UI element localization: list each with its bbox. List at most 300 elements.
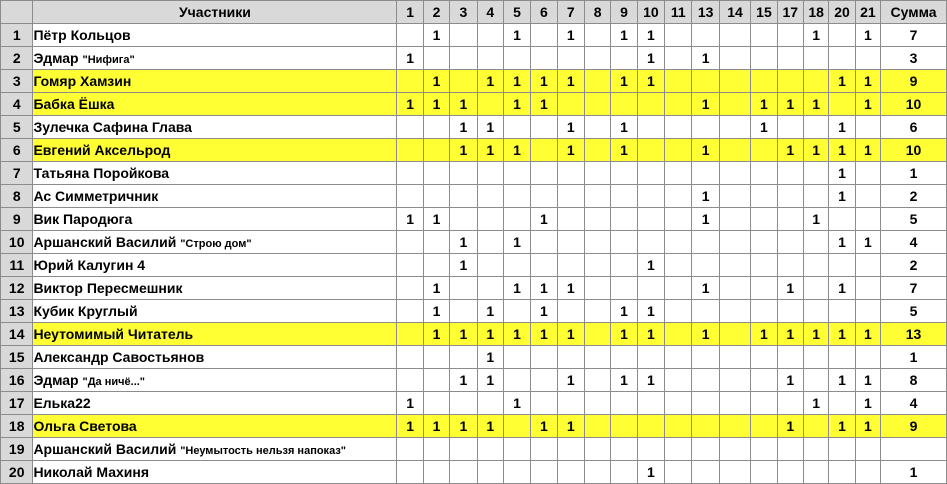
participant-name-cell[interactable] — [33, 254, 397, 277]
mark-cell[interactable] — [585, 346, 611, 369]
mark-cell[interactable] — [751, 461, 777, 484]
mark-cell[interactable] — [611, 47, 637, 70]
mark-cell[interactable] — [719, 139, 750, 162]
mark-cell[interactable] — [531, 346, 557, 369]
sum-cell[interactable]: 7 — [881, 24, 947, 47]
mark-cell[interactable]: 1 — [450, 139, 477, 162]
mark-cell[interactable]: 1 — [611, 323, 637, 346]
mark-cell[interactable] — [855, 300, 880, 323]
mark-cell[interactable] — [585, 300, 611, 323]
mark-cell[interactable] — [751, 300, 777, 323]
mark-cell[interactable] — [803, 116, 828, 139]
mark-cell[interactable] — [477, 47, 503, 70]
mark-cell[interactable] — [397, 70, 423, 93]
mark-cell[interactable]: 1 — [450, 231, 477, 254]
sum-cell[interactable]: 8 — [881, 369, 947, 392]
mark-cell[interactable]: 1 — [692, 185, 719, 208]
participant-name-cell[interactable] — [33, 70, 397, 93]
mark-cell[interactable] — [751, 254, 777, 277]
mark-cell[interactable] — [665, 277, 692, 300]
column-header-10[interactable]: 10 — [637, 1, 664, 24]
mark-cell[interactable] — [557, 208, 584, 231]
mark-cell[interactable] — [531, 438, 557, 461]
mark-cell[interactable] — [829, 254, 855, 277]
mark-cell[interactable] — [557, 254, 584, 277]
mark-cell[interactable] — [585, 323, 611, 346]
row-number[interactable]: 8 — [1, 185, 33, 208]
mark-cell[interactable] — [637, 116, 664, 139]
mark-cell[interactable]: 1 — [777, 369, 803, 392]
mark-cell[interactable] — [423, 231, 449, 254]
mark-cell[interactable]: 1 — [423, 415, 449, 438]
mark-cell[interactable]: 1 — [557, 116, 584, 139]
mark-cell[interactable]: 1 — [397, 93, 423, 116]
mark-cell[interactable] — [803, 231, 828, 254]
mark-cell[interactable] — [557, 93, 584, 116]
mark-cell[interactable] — [855, 254, 880, 277]
mark-cell[interactable] — [719, 300, 750, 323]
mark-cell[interactable] — [423, 461, 449, 484]
mark-cell[interactable] — [719, 93, 750, 116]
mark-cell[interactable] — [855, 162, 880, 185]
mark-cell[interactable] — [557, 346, 584, 369]
mark-cell[interactable]: 1 — [503, 139, 530, 162]
mark-cell[interactable]: 1 — [423, 323, 449, 346]
mark-cell[interactable] — [777, 346, 803, 369]
mark-cell[interactable] — [803, 254, 828, 277]
mark-cell[interactable] — [477, 24, 503, 47]
row-number[interactable]: 19 — [1, 438, 33, 461]
mark-cell[interactable]: 1 — [692, 93, 719, 116]
mark-cell[interactable] — [423, 346, 449, 369]
mark-cell[interactable]: 1 — [557, 277, 584, 300]
mark-cell[interactable]: 1 — [855, 93, 880, 116]
mark-cell[interactable] — [803, 346, 828, 369]
mark-cell[interactable] — [477, 254, 503, 277]
mark-cell[interactable]: 1 — [751, 93, 777, 116]
mark-cell[interactable] — [829, 208, 855, 231]
mark-cell[interactable] — [585, 24, 611, 47]
mark-cell[interactable]: 1 — [855, 392, 880, 415]
mark-cell[interactable] — [803, 47, 828, 70]
mark-cell[interactable] — [829, 392, 855, 415]
mark-cell[interactable] — [450, 47, 477, 70]
mark-cell[interactable] — [751, 162, 777, 185]
mark-cell[interactable]: 1 — [611, 369, 637, 392]
mark-cell[interactable] — [585, 415, 611, 438]
participant-name-cell[interactable] — [33, 438, 397, 461]
mark-cell[interactable] — [503, 346, 530, 369]
mark-cell[interactable] — [557, 392, 584, 415]
mark-cell[interactable] — [692, 369, 719, 392]
mark-cell[interactable] — [751, 231, 777, 254]
mark-cell[interactable] — [855, 208, 880, 231]
mark-cell[interactable]: 1 — [531, 300, 557, 323]
mark-cell[interactable] — [611, 93, 637, 116]
mark-cell[interactable] — [719, 231, 750, 254]
participant-name-cell[interactable] — [33, 369, 397, 392]
mark-cell[interactable] — [450, 438, 477, 461]
mark-cell[interactable] — [637, 346, 664, 369]
mark-cell[interactable] — [665, 254, 692, 277]
mark-cell[interactable]: 1 — [637, 24, 664, 47]
mark-cell[interactable] — [692, 116, 719, 139]
mark-cell[interactable] — [637, 231, 664, 254]
mark-cell[interactable]: 1 — [611, 300, 637, 323]
mark-cell[interactable] — [855, 346, 880, 369]
mark-cell[interactable]: 1 — [450, 93, 477, 116]
mark-cell[interactable]: 1 — [855, 24, 880, 47]
mark-cell[interactable]: 1 — [829, 162, 855, 185]
mark-cell[interactable] — [531, 461, 557, 484]
mark-cell[interactable] — [531, 24, 557, 47]
mark-cell[interactable] — [665, 438, 692, 461]
mark-cell[interactable]: 1 — [829, 139, 855, 162]
mark-cell[interactable] — [397, 300, 423, 323]
mark-cell[interactable]: 1 — [397, 47, 423, 70]
mark-cell[interactable] — [777, 208, 803, 231]
mark-cell[interactable]: 1 — [531, 323, 557, 346]
mark-cell[interactable] — [692, 24, 719, 47]
mark-cell[interactable] — [665, 24, 692, 47]
mark-cell[interactable]: 1 — [531, 93, 557, 116]
mark-cell[interactable] — [611, 254, 637, 277]
mark-cell[interactable]: 1 — [531, 415, 557, 438]
mark-cell[interactable] — [719, 185, 750, 208]
mark-cell[interactable] — [803, 369, 828, 392]
participant-name-cell[interactable] — [33, 300, 397, 323]
mark-cell[interactable] — [803, 277, 828, 300]
mark-cell[interactable]: 1 — [855, 139, 880, 162]
mark-cell[interactable] — [503, 369, 530, 392]
mark-cell[interactable] — [719, 369, 750, 392]
mark-cell[interactable] — [585, 208, 611, 231]
mark-cell[interactable] — [450, 24, 477, 47]
mark-cell[interactable] — [611, 231, 637, 254]
mark-cell[interactable] — [751, 208, 777, 231]
mark-cell[interactable] — [803, 185, 828, 208]
mark-cell[interactable] — [692, 162, 719, 185]
mark-cell[interactable]: 1 — [531, 70, 557, 93]
participant-name-cell[interactable] — [33, 139, 397, 162]
mark-cell[interactable]: 1 — [777, 93, 803, 116]
participant-name-cell[interactable] — [33, 24, 397, 47]
mark-cell[interactable]: 1 — [829, 415, 855, 438]
mark-cell[interactable] — [777, 254, 803, 277]
mark-cell[interactable] — [829, 93, 855, 116]
mark-cell[interactable] — [503, 116, 530, 139]
mark-cell[interactable]: 1 — [450, 254, 477, 277]
mark-cell[interactable] — [665, 415, 692, 438]
mark-cell[interactable] — [450, 162, 477, 185]
sum-cell[interactable]: 3 — [881, 47, 947, 70]
mark-cell[interactable]: 1 — [855, 415, 880, 438]
mark-cell[interactable] — [477, 438, 503, 461]
mark-cell[interactable]: 1 — [692, 47, 719, 70]
sum-cell[interactable]: 2 — [881, 254, 947, 277]
mark-cell[interactable] — [397, 438, 423, 461]
mark-cell[interactable]: 1 — [692, 139, 719, 162]
mark-cell[interactable]: 1 — [557, 70, 584, 93]
mark-cell[interactable] — [397, 24, 423, 47]
mark-cell[interactable]: 1 — [531, 208, 557, 231]
sum-cell[interactable]: 4 — [881, 392, 947, 415]
mark-cell[interactable] — [692, 346, 719, 369]
mark-cell[interactable] — [423, 392, 449, 415]
participant-name-cell[interactable] — [33, 185, 397, 208]
row-number[interactable]: 17 — [1, 392, 33, 415]
mark-cell[interactable] — [719, 323, 750, 346]
mark-cell[interactable] — [665, 346, 692, 369]
mark-cell[interactable]: 1 — [450, 369, 477, 392]
mark-cell[interactable] — [450, 208, 477, 231]
mark-cell[interactable] — [692, 70, 719, 93]
mark-cell[interactable]: 1 — [855, 231, 880, 254]
mark-cell[interactable] — [397, 346, 423, 369]
mark-cell[interactable] — [503, 162, 530, 185]
mark-cell[interactable] — [751, 369, 777, 392]
mark-cell[interactable] — [585, 254, 611, 277]
mark-cell[interactable] — [585, 116, 611, 139]
mark-cell[interactable] — [665, 70, 692, 93]
mark-cell[interactable] — [855, 185, 880, 208]
mark-cell[interactable]: 1 — [423, 24, 449, 47]
mark-cell[interactable] — [450, 392, 477, 415]
mark-cell[interactable] — [855, 438, 880, 461]
mark-cell[interactable] — [637, 208, 664, 231]
mark-cell[interactable]: 1 — [423, 93, 449, 116]
sum-cell[interactable]: 5 — [881, 300, 947, 323]
mark-cell[interactable]: 1 — [397, 392, 423, 415]
mark-cell[interactable] — [829, 346, 855, 369]
mark-cell[interactable] — [585, 47, 611, 70]
mark-cell[interactable] — [450, 346, 477, 369]
mark-cell[interactable] — [423, 162, 449, 185]
mark-cell[interactable]: 1 — [751, 116, 777, 139]
mark-cell[interactable]: 1 — [829, 116, 855, 139]
mark-cell[interactable]: 1 — [777, 277, 803, 300]
row-number[interactable]: 6 — [1, 139, 33, 162]
sum-cell[interactable]: 1 — [881, 461, 947, 484]
participant-name-cell[interactable] — [33, 346, 397, 369]
mark-cell[interactable] — [777, 70, 803, 93]
mark-cell[interactable] — [637, 438, 664, 461]
mark-cell[interactable] — [397, 323, 423, 346]
mark-cell[interactable] — [637, 392, 664, 415]
sum-cell[interactable]: 9 — [881, 415, 947, 438]
sum-cell[interactable]: 4 — [881, 231, 947, 254]
column-header-3[interactable]: 3 — [450, 1, 477, 24]
mark-cell[interactable]: 1 — [503, 70, 530, 93]
mark-cell[interactable]: 1 — [777, 139, 803, 162]
mark-cell[interactable] — [611, 346, 637, 369]
mark-cell[interactable] — [751, 47, 777, 70]
mark-cell[interactable] — [423, 185, 449, 208]
mark-cell[interactable] — [397, 116, 423, 139]
mark-cell[interactable] — [803, 415, 828, 438]
mark-cell[interactable] — [803, 70, 828, 93]
mark-cell[interactable] — [423, 369, 449, 392]
mark-cell[interactable] — [719, 415, 750, 438]
participant-name-cell[interactable] — [33, 415, 397, 438]
mark-cell[interactable] — [397, 185, 423, 208]
mark-cell[interactable] — [719, 438, 750, 461]
mark-cell[interactable] — [803, 438, 828, 461]
column-header-5[interactable]: 5 — [503, 1, 530, 24]
mark-cell[interactable] — [557, 300, 584, 323]
mark-cell[interactable] — [777, 162, 803, 185]
mark-cell[interactable]: 1 — [692, 323, 719, 346]
mark-cell[interactable] — [665, 162, 692, 185]
mark-cell[interactable] — [803, 461, 828, 484]
mark-cell[interactable]: 1 — [450, 415, 477, 438]
participant-name-cell[interactable] — [33, 208, 397, 231]
mark-cell[interactable] — [477, 185, 503, 208]
row-number[interactable]: 9 — [1, 208, 33, 231]
mark-cell[interactable]: 1 — [692, 208, 719, 231]
mark-cell[interactable] — [397, 369, 423, 392]
mark-cell[interactable] — [531, 369, 557, 392]
mark-cell[interactable] — [719, 277, 750, 300]
sum-cell[interactable]: 1 — [881, 346, 947, 369]
row-number[interactable]: 20 — [1, 461, 33, 484]
mark-cell[interactable]: 1 — [477, 415, 503, 438]
mark-cell[interactable] — [855, 461, 880, 484]
row-number[interactable]: 14 — [1, 323, 33, 346]
mark-cell[interactable] — [585, 461, 611, 484]
mark-cell[interactable]: 1 — [829, 323, 855, 346]
column-header-13[interactable]: 13 — [692, 1, 719, 24]
mark-cell[interactable] — [665, 300, 692, 323]
row-number[interactable]: 2 — [1, 47, 33, 70]
participant-name-cell[interactable] — [33, 93, 397, 116]
mark-cell[interactable] — [777, 392, 803, 415]
participant-name-cell[interactable] — [33, 231, 397, 254]
mark-cell[interactable] — [719, 461, 750, 484]
column-header-1[interactable]: 1 — [397, 1, 423, 24]
mark-cell[interactable] — [692, 300, 719, 323]
mark-cell[interactable]: 1 — [477, 139, 503, 162]
column-header-15[interactable]: 15 — [751, 1, 777, 24]
mark-cell[interactable] — [397, 254, 423, 277]
mark-cell[interactable]: 1 — [477, 116, 503, 139]
column-header-6[interactable]: 6 — [531, 1, 557, 24]
mark-cell[interactable]: 1 — [557, 415, 584, 438]
row-number[interactable]: 3 — [1, 70, 33, 93]
mark-cell[interactable] — [585, 139, 611, 162]
mark-cell[interactable] — [719, 254, 750, 277]
mark-cell[interactable] — [665, 369, 692, 392]
mark-cell[interactable] — [423, 139, 449, 162]
row-number[interactable]: 18 — [1, 415, 33, 438]
mark-cell[interactable]: 1 — [397, 415, 423, 438]
row-number[interactable]: 13 — [1, 300, 33, 323]
sum-cell[interactable]: 1 — [881, 162, 947, 185]
mark-cell[interactable] — [665, 461, 692, 484]
column-header-11[interactable]: 11 — [665, 1, 692, 24]
mark-cell[interactable]: 1 — [423, 277, 449, 300]
mark-cell[interactable] — [611, 461, 637, 484]
row-number[interactable]: 1 — [1, 24, 33, 47]
mark-cell[interactable] — [423, 438, 449, 461]
mark-cell[interactable] — [829, 47, 855, 70]
sum-cell[interactable]: 6 — [881, 116, 947, 139]
mark-cell[interactable] — [503, 185, 530, 208]
mark-cell[interactable] — [719, 346, 750, 369]
mark-cell[interactable] — [692, 254, 719, 277]
mark-cell[interactable] — [777, 461, 803, 484]
mark-cell[interactable]: 1 — [557, 24, 584, 47]
mark-cell[interactable] — [557, 438, 584, 461]
mark-cell[interactable] — [719, 47, 750, 70]
mark-cell[interactable]: 1 — [855, 323, 880, 346]
mark-cell[interactable] — [611, 277, 637, 300]
mark-cell[interactable] — [751, 438, 777, 461]
mark-cell[interactable]: 1 — [450, 116, 477, 139]
mark-cell[interactable]: 1 — [637, 369, 664, 392]
mark-cell[interactable] — [423, 254, 449, 277]
mark-cell[interactable] — [503, 438, 530, 461]
mark-cell[interactable] — [777, 47, 803, 70]
mark-cell[interactable] — [531, 116, 557, 139]
mark-cell[interactable]: 1 — [503, 323, 530, 346]
mark-cell[interactable] — [692, 392, 719, 415]
mark-cell[interactable]: 1 — [855, 369, 880, 392]
mark-cell[interactable] — [803, 162, 828, 185]
mark-cell[interactable] — [665, 93, 692, 116]
mark-cell[interactable] — [477, 93, 503, 116]
row-number[interactable]: 5 — [1, 116, 33, 139]
mark-cell[interactable] — [692, 231, 719, 254]
mark-cell[interactable] — [777, 24, 803, 47]
mark-cell[interactable]: 1 — [829, 277, 855, 300]
mark-cell[interactable]: 1 — [477, 346, 503, 369]
mark-cell[interactable]: 1 — [557, 323, 584, 346]
row-number[interactable]: 15 — [1, 346, 33, 369]
mark-cell[interactable]: 1 — [803, 208, 828, 231]
mark-cell[interactable] — [719, 162, 750, 185]
mark-cell[interactable]: 1 — [423, 70, 449, 93]
mark-cell[interactable]: 1 — [503, 392, 530, 415]
mark-cell[interactable] — [585, 231, 611, 254]
mark-cell[interactable] — [777, 438, 803, 461]
mark-cell[interactable] — [585, 392, 611, 415]
mark-cell[interactable] — [751, 24, 777, 47]
mark-cell[interactable] — [611, 185, 637, 208]
column-header-20[interactable]: 20 — [829, 1, 855, 24]
sum-cell[interactable]: 10 — [881, 93, 947, 116]
mark-cell[interactable]: 1 — [611, 24, 637, 47]
mark-cell[interactable]: 1 — [803, 24, 828, 47]
mark-cell[interactable] — [557, 47, 584, 70]
mark-cell[interactable] — [665, 116, 692, 139]
mark-cell[interactable] — [665, 231, 692, 254]
mark-cell[interactable] — [855, 116, 880, 139]
mark-cell[interactable]: 1 — [397, 208, 423, 231]
mark-cell[interactable] — [777, 300, 803, 323]
mark-cell[interactable] — [397, 461, 423, 484]
mark-cell[interactable] — [829, 24, 855, 47]
mark-cell[interactable]: 1 — [637, 254, 664, 277]
mark-cell[interactable] — [531, 392, 557, 415]
column-header-17[interactable]: 17 — [777, 1, 803, 24]
row-number[interactable]: 12 — [1, 277, 33, 300]
mark-cell[interactable] — [829, 300, 855, 323]
mark-cell[interactable] — [637, 185, 664, 208]
mark-cell[interactable] — [665, 47, 692, 70]
column-header-2[interactable]: 2 — [423, 1, 449, 24]
mark-cell[interactable]: 1 — [531, 277, 557, 300]
